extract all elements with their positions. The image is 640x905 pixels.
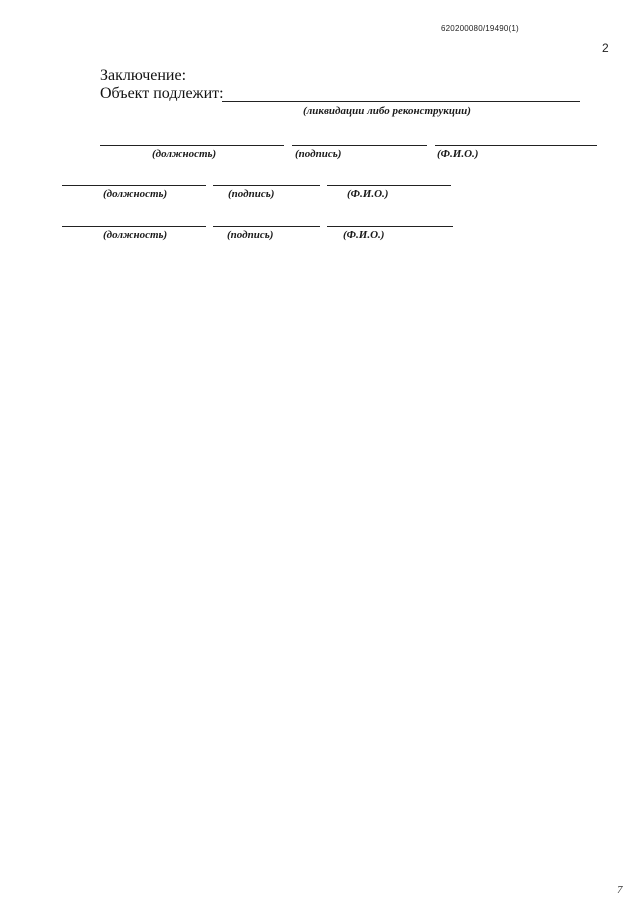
signature-row-1-position-line[interactable] [100, 145, 284, 146]
signature-row-2-position-caption: (должность) [103, 188, 168, 200]
signature-row-1-position-caption: (должность) [152, 148, 217, 160]
corner-mark: 7 [617, 884, 623, 896]
signature-row-3-signature-line[interactable] [213, 226, 320, 227]
signature-row-2-name-line[interactable] [327, 185, 451, 186]
signature-row-2-signature-line[interactable] [213, 185, 320, 186]
subject-label: Объект подлежит: [100, 85, 224, 102]
subject-fill-line[interactable] [222, 101, 580, 102]
page-number: 2 [602, 41, 609, 55]
signature-row-2-signature-caption: (подпись) [228, 188, 275, 200]
signature-row-3-position-line[interactable] [62, 226, 206, 227]
signature-row-1-name-line[interactable] [435, 145, 597, 146]
conclusion-heading: Заключение: [100, 67, 187, 84]
signature-row-1-signature-line[interactable] [292, 145, 427, 146]
signature-row-3-position-caption: (должность) [103, 229, 168, 241]
signature-row-2-name-caption: (Ф.И.О.) [347, 188, 389, 200]
signature-row-1-signature-caption: (подпись) [295, 148, 342, 160]
signature-row-3-signature-caption: (подпись) [227, 229, 274, 241]
signature-row-3-name-line[interactable] [327, 226, 453, 227]
document-number: 620200080/19490(1) [441, 24, 519, 33]
signature-row-1-name-caption: (Ф.И.О.) [437, 148, 479, 160]
signature-row-2-position-line[interactable] [62, 185, 206, 186]
signature-row-3-name-caption: (Ф.И.О.) [343, 229, 385, 241]
subject-caption: (ликвидации либо реконструкции) [303, 105, 471, 117]
